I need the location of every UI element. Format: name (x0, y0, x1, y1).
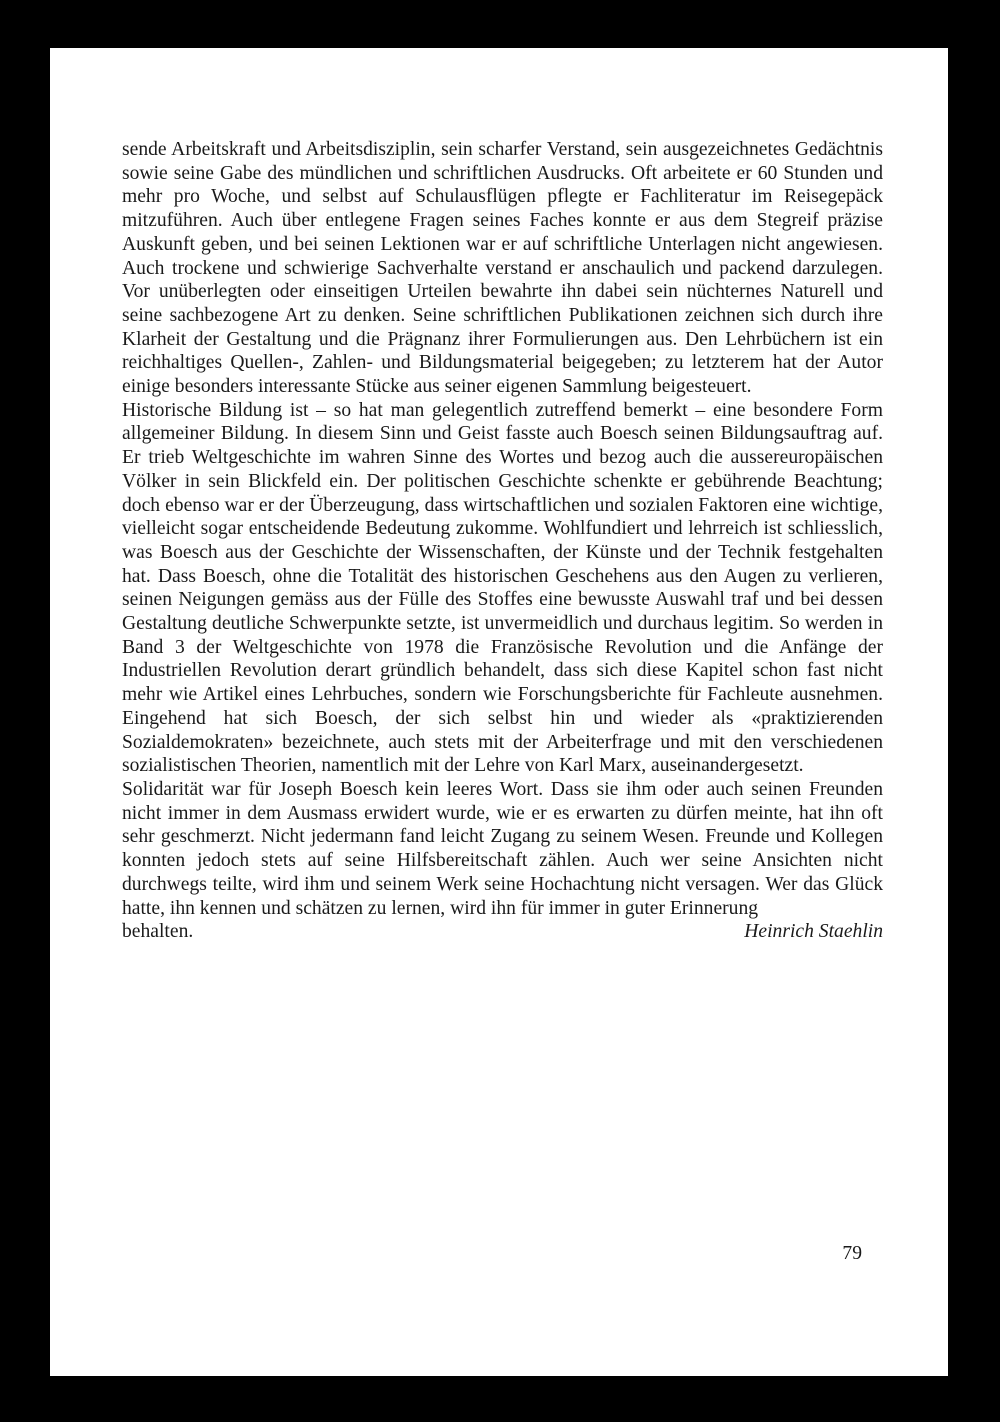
body-text (122, 138, 883, 944)
paragraph-1: sende Arbeitskraft und Arbeitsdisziplin, sein scharfer Verstand, sein ausgezeichnetes Gedächtnis sowie seine Gabe des mündlichen und schriftlichen Ausdrucks. Oft arbeitete er 60 Stunden und mehr pro Woche, und selbst auf Schulausflügen pflegte er Fachliteratur im Reisegepäck mitzuführen. Auch über entlegene Fragen seines Faches konnte er aus dem Stegreif präzise Auskunft geben, und bei seinen Lektionen war er auf schriftliche Unterlagen nicht angewiesen. Auch trockene und schwierige Sachverhalte verstand er anschaulich und packend darzulegen. Vor unüberlegten oder einseitigen Urteilen bewahrte ihn dabei sein nüchternes Naturell und seine sachbezogene Art zu denken. Seine schriftlichen Publikationen zeichnen sich durch ihre Klarheit der Gestaltung und die Prägnanz ihrer Formulierungen aus. Den Lehrbüchern ist ein reichhaltiges Quellen-, Zahlen- und Bildungsmaterial beigegeben; zu letzterem hat der Autor einige besonders interessante Stücke aus seiner eigenen Sammlung beigesteuert. (122, 139, 883, 398)
paragraph-3-end: behalten. (122, 921, 194, 943)
paragraph-2: Historische Bildung ist – so hat man gelegentlich zutreffend bemerkt – eine besondere Form allgemeiner Bildung. In diesem Sinn und Geist fasste auch Boesch seinen Bildungsauftrag auf. Er trieb Weltgeschichte im wahren Sinne des Wortes und bezog auch die aussereuropäischen Völker in sein Blickfeld ein. Der politischen Geschichte schenkte er gebührende Beachtung; doch ebenso war er der Überzeugung, dass wirtschaftlichen und sozialen Faktoren eine wichtige, vielleicht sogar entscheidende Bedeutung zukomme. Wohlfundiert und lehrreich ist schliesslich, was Boesch aus der Geschichte der Wissenschaften, der Künste und der Technik festgehalten hat. Dass Boesch, ohne die Totalität des historischen Geschehens aus den Augen zu verlieren, seinen Neigungen gemäss aus der Fülle des Stoffes eine bewusste Auswahl traf und bei dessen Gestaltung deutliche Schwerpunkte setzte, ist unvermeidlich und durchaus legitim. So werden in Band 3 der Weltgeschichte von 1978 die Französische Revolution und die Anfänge der Industriellen Revolution derart gründlich behandelt, dass sich diese Kapitel schon fast nicht mehr wie Artikel eines Lehrbuches, sondern wie Forschungsberichte für Fachleute ausnehmen. Eingehend hat sich Boesch, der sich selbst hin und wieder als «praktizierenden Sozialdemokraten» bezeichnete, auch stets mit der Arbeiterfrage und mit den verschiedenen sozialistischen Theorien, namentlich mit der Lehre von Karl Marx, auseinandergesetzt. (122, 399, 883, 777)
closing-line (122, 920, 883, 944)
page-number: 79 (842, 1243, 862, 1264)
document-page (50, 48, 948, 1376)
paragraph-3: Solidarität war für Joseph Boesch kein leeres Wort. Dass sie ihm oder auch seinen Freunden nicht immer in dem Ausmass erwidert wurde, wie er es erwarten zu dürfen meinte, hat ihn oft sehr geschmerzt. Nicht jedermann fand leicht Zugang zu seinem Wesen. Freunde und Kollegen konnten jedoch stets auf seine Hilfsbereitschaft zählen. Auch wer seine Ansichten nicht durchwegs teilte, wird ihm und seinem Werk seine Hochachtung nicht versagen. Wer das Glück hatte, ihn kennen und schätzen zu lernen, wird ihn für immer in guter Erinnerung (122, 778, 883, 919)
author-signature: Heinrich Staehlin (744, 921, 883, 943)
